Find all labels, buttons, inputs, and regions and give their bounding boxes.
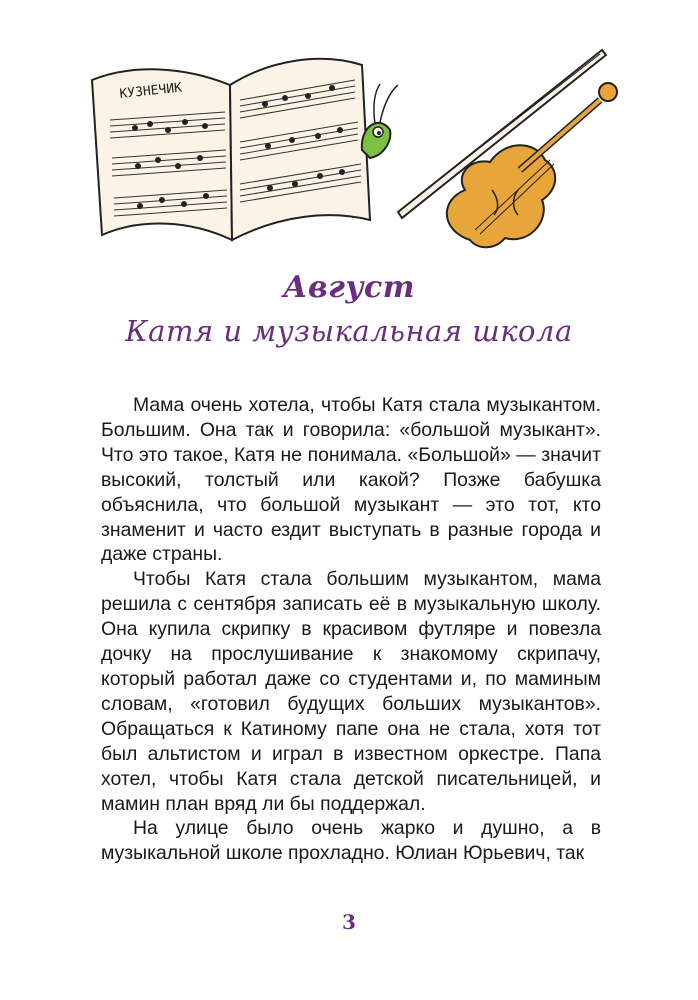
illustration	[80, 40, 640, 260]
page-number: 3	[342, 910, 356, 934]
chapter-title: Август	[283, 270, 415, 305]
chapter-subtitle: Катя и музыкальная школа	[125, 314, 573, 348]
paragraph: Мама очень хотела, чтобы Катя стала музыкантом. Большим. Она так и говорила: «большой музыкант». Что это такое, Катя не понимала. «Большой» — значит высокий, толстый или какой? Позже бабушка объяснила, что большой музыкант — это тот, кто знаменит и часто ездит выступать в разные города и даже страны.	[101, 394, 601, 566]
paragraph: На улице было очень жарко и душно, а в музыкальной школе прохладно. Юлиан Юрьевич, так	[101, 817, 601, 865]
grasshopper-icon	[362, 84, 398, 158]
sheet-music-title: КУЗНЕЧИК	[118, 80, 183, 102]
paragraph: Чтобы Катя стала большим музыкантом, мама решила с сентября записать её в музыкальную школу. Она купила скрипку в красивом футляре и повезла дочку на прослушивание к знакомому скрипачу, который работал даже со студентами и, по маминым словам, «готовил будущих больших музыкантов». Обращаться к Катиному папе она не стала, хотя тот был альтистом и играл в известном оркестре. Папа хотел, чтобы Катя стала детской писательницей, и мамин план вряд ли бы поддержал.	[101, 568, 601, 815]
body-text	[101, 393, 601, 866]
